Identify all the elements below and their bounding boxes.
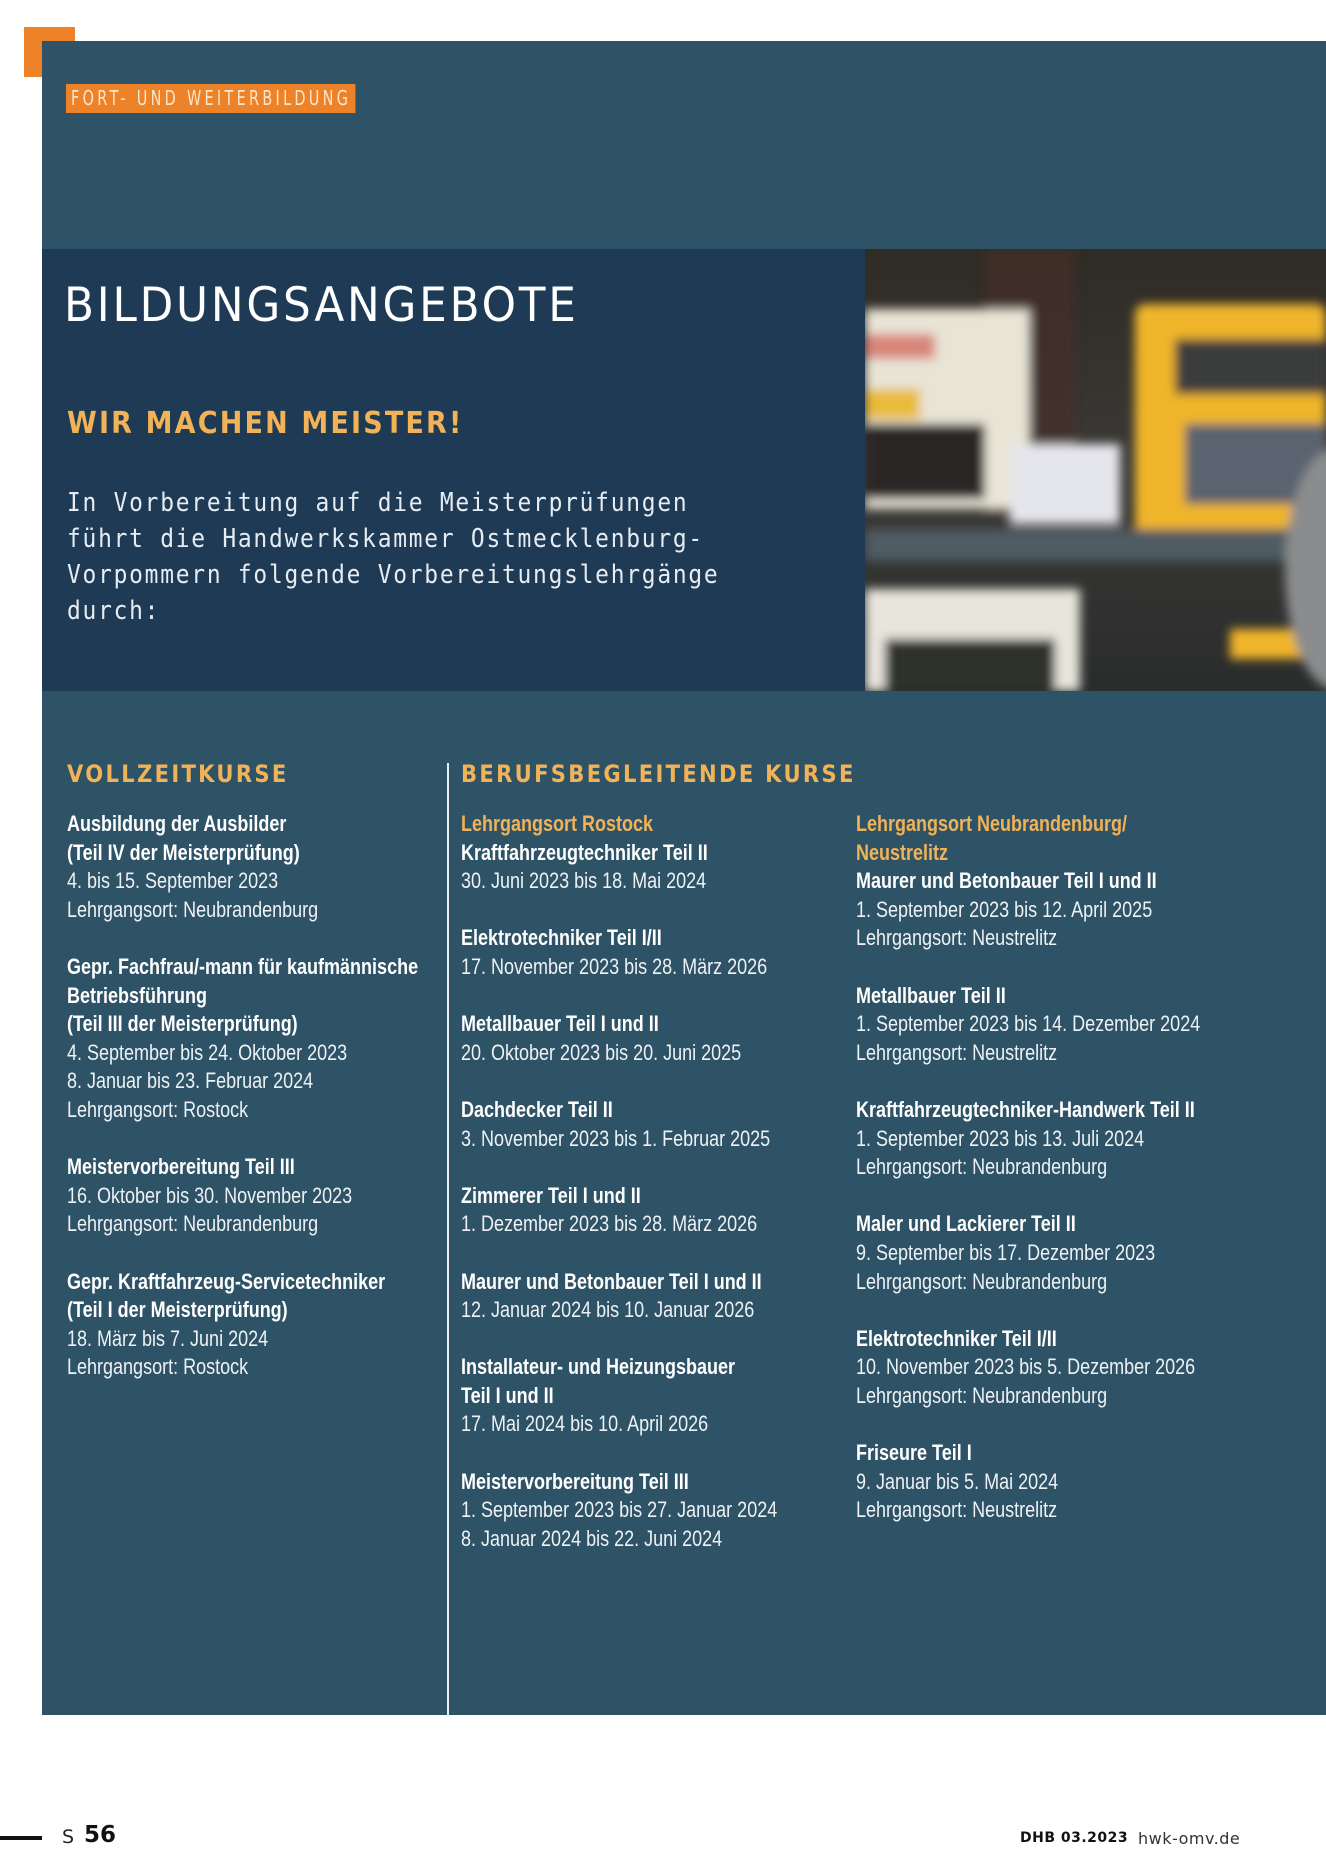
course-entry <box>461 1353 777 1439</box>
workshop-photo-image <box>865 249 1326 691</box>
course-dates: 1. September 2023 bis 12. April 2025 <box>856 896 1153 922</box>
course-location: Lehrgangsort: Neubrandenburg <box>67 896 319 922</box>
course-title: Elektrotechniker Teil I/II <box>461 925 662 951</box>
course-title: Meistervorbereitung Teil III <box>461 1468 689 1494</box>
course-entry <box>461 1010 777 1067</box>
course-entry <box>67 810 418 924</box>
course-dates: 1. September 2023 bis 14. Dezember 2024 <box>856 1011 1201 1037</box>
course-location: Lehrgangsort: Neustrelitz <box>856 925 1058 951</box>
course-entry <box>856 1210 1200 1296</box>
course-title: Ausbildung der Ausbilder <box>67 811 287 836</box>
course-title: Gepr. Fachfrau/-mann für kaufmännische <box>67 953 419 979</box>
course-location: Lehrgangsort: Rostock <box>67 1096 249 1122</box>
course-entry <box>461 1096 777 1153</box>
course-dates: 18. März bis 7. Juni 2024 <box>67 1325 269 1351</box>
course-dates: 8. Januar bis 23. Februar 2024 <box>67 1068 314 1094</box>
course-dates: 4. September bis 24. Oktober 2023 <box>67 1039 348 1065</box>
course-dates: 1. September 2023 bis 13. Juli 2024 <box>856 1125 1145 1151</box>
course-entry <box>461 1268 777 1325</box>
intro-line: durch: <box>67 596 161 626</box>
course-dates: 8. Januar 2024 bis 22. Juni 2024 <box>461 1525 723 1551</box>
course-dates: 9. September bis 17. Dezember 2023 <box>856 1239 1156 1265</box>
page-subtitle: WIR MACHEN MEISTER! <box>67 406 464 441</box>
course-title: Kraftfahrzeugtechniker-Handwerk Teil II <box>856 1096 1195 1122</box>
course-entry <box>461 1182 777 1239</box>
course-location: Lehrgangsort: Neustrelitz <box>856 1497 1058 1523</box>
course-dates: 3. November 2023 bis 1. Februar 2025 <box>461 1125 771 1151</box>
course-entry <box>461 839 777 896</box>
course-dates: 12. Januar 2024 bis 10. Januar 2026 <box>461 1297 755 1323</box>
course-entry <box>67 953 418 1125</box>
vollzeit-course-list <box>67 810 418 1382</box>
course-dates: 17. November 2023 bis 28. März 2026 <box>461 953 768 979</box>
course-location: Lehrgangsort: Neustrelitz <box>856 1039 1058 1065</box>
page-prefix: S <box>62 1826 75 1848</box>
workshop-photo <box>865 249 1326 691</box>
course-dates: 16. Oktober bis 30. November 2023 <box>67 1182 353 1208</box>
course-entry <box>856 1096 1200 1182</box>
course-title: Maler und Lackierer Teil II <box>856 1211 1076 1237</box>
course-dates: 10. November 2023 bis 5. Dezember 2026 <box>856 1354 1196 1380</box>
course-title: Teil I und II <box>461 1382 554 1408</box>
course-title: Friseure Teil I <box>856 1440 972 1466</box>
course-entry <box>856 982 1200 1068</box>
course-location: Lehrgangsort: Rostock <box>67 1354 249 1380</box>
course-dates: 20. Oktober 2023 bis 20. Juni 2025 <box>461 1039 742 1065</box>
course-title: Installateur- und Heizungsbauer <box>461 1354 736 1380</box>
page-title: BILDUNGSANGEBOTE <box>64 278 579 333</box>
place-heading-neustrelitz: Neustrelitz <box>856 839 949 865</box>
course-title: (Teil III der Meisterprüfung) <box>67 1011 298 1037</box>
course-entry <box>461 1468 777 1554</box>
course-dates: 9. Januar bis 5. Mai 2024 <box>856 1468 1059 1494</box>
course-title: Meistervorbereitung Teil III <box>67 1154 295 1180</box>
course-entry <box>856 867 1200 953</box>
course-location: Lehrgangsort: Neubrandenburg <box>856 1154 1108 1180</box>
intro-line: In Vorbereitung auf die Meisterprüfungen <box>67 488 689 518</box>
intro-line: führt die Handwerkskammer Ostmecklenburg- <box>67 524 704 554</box>
course-entry <box>67 1153 418 1239</box>
course-dates: 4. bis 15. September 2023 <box>67 868 279 894</box>
course-title: Maurer und Betonbauer Teil I und II <box>856 868 1157 894</box>
page-number: 56 <box>84 1822 117 1848</box>
course-location: Lehrgangsort: Neubrandenburg <box>856 1382 1108 1408</box>
course-entry <box>856 1439 1200 1525</box>
course-title: Maurer und Betonbauer Teil I und II <box>461 1268 762 1294</box>
course-title: Kraftfahrzeugtechniker Teil II <box>461 839 708 865</box>
course-entry <box>67 1268 418 1382</box>
column-divider <box>447 763 449 1715</box>
course-title: Betriebsführung <box>67 982 208 1008</box>
course-title: Metallbauer Teil II <box>856 982 1006 1008</box>
section-tag: FORT- UND WEITERBILDUNG <box>66 84 356 113</box>
course-title: Metallbauer Teil I und II <box>461 1011 659 1037</box>
place-heading-neubrandenburg: Lehrgangsort Neubrandenburg/ <box>856 811 1128 836</box>
heading-vollzeitkurse: VOLLZEITKURSE <box>67 760 289 788</box>
issue-label: DHB 03.2023 <box>1020 1830 1129 1846</box>
course-dates: 1. Dezember 2023 bis 28. März 2026 <box>461 1211 758 1237</box>
footer-rule <box>0 1836 42 1840</box>
course-title: Zimmerer Teil I und II <box>461 1182 641 1208</box>
course-entry <box>461 924 777 981</box>
course-title: Elektrotechniker Teil I/II <box>856 1325 1057 1351</box>
course-dates: 17. Mai 2024 bis 10. April 2026 <box>461 1411 709 1437</box>
course-title: (Teil I der Meisterprüfung) <box>67 1297 288 1323</box>
course-title: (Teil IV der Meisterprüfung) <box>67 839 300 865</box>
heading-berufsbegleitende-kurse: BERUFSBEGLEITENDE KURSE <box>461 760 856 788</box>
course-title: Gepr. Kraftfahrzeug-Servicetechniker <box>67 1268 386 1294</box>
course-dates: 30. Juni 2023 bis 18. Mai 2024 <box>461 868 707 894</box>
course-location: Lehrgangsort: Neubrandenburg <box>67 1211 319 1237</box>
rostock-course-list <box>461 810 777 1553</box>
intro-paragraph <box>67 485 771 629</box>
place-heading-rostock: Lehrgangsort Rostock <box>461 811 654 836</box>
course-location: Lehrgangsort: Neubrandenburg <box>856 1268 1108 1294</box>
course-entry <box>856 1325 1200 1411</box>
neubrandenburg-course-list <box>856 810 1200 1525</box>
website-link[interactable]: hwk-omv.de <box>1138 1829 1241 1848</box>
intro-line: Vorpommern folgende Vorbereitungslehrgänge <box>67 560 720 590</box>
course-dates: 1. September 2023 bis 27. Januar 2024 <box>461 1497 778 1523</box>
course-title: Dachdecker Teil II <box>461 1096 613 1122</box>
